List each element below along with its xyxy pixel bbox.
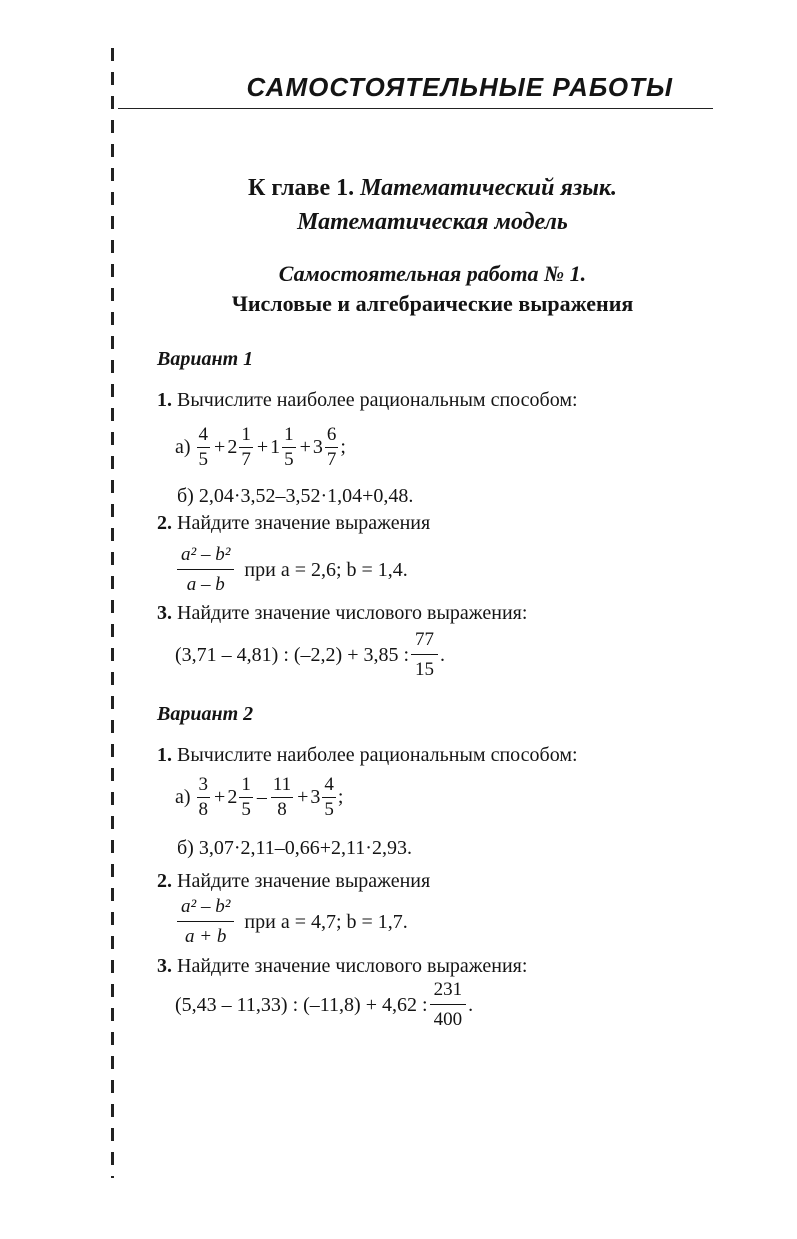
v1-task1-a-prefix: а) [175, 436, 191, 459]
v1-task2: 2. Найдите значение выражения [157, 512, 431, 534]
work-title [160, 259, 705, 319]
v1-task3: 3. Найдите значение числового выражения: [157, 602, 528, 624]
chapter-prefix: К главе 1. [247, 175, 361, 201]
v1-task3-expr-text: (3,71 – 4,81) : (–2,2) + 3,85 : [175, 643, 410, 666]
v1-frac-4: $\frac{6}{7}$ [326, 424, 337, 470]
v1-task2-condition: при a = 2,6; b = 1,4. [244, 558, 408, 581]
v2-task3-expr-text: (5,43 – 11,33) : (–11,8) + 4,62 : [175, 993, 428, 1016]
v2-task1-a-prefix: а) [175, 786, 191, 809]
work-subtitle: Числовые и алгебраические выражения [231, 291, 634, 316]
v1-task1-num: 1. [157, 389, 172, 411]
v2-task2-expr [175, 897, 408, 947]
v2-task1-a: а) $\frac{3}{8}$ + 2 $\frac{1}{5}$ – $\frac{11}{8}$ + 3 $\frac{4}{5}$ ; [175, 774, 344, 820]
v1-frac-2: $\frac{1}{7}$ [241, 424, 251, 470]
v1-task1-a: а) $\frac{4}{5}$ + 2 $\frac{1}{7}$ + 1 $\frac{1}{5}$ + 3 $\frac{6}{7}$ ; [175, 424, 346, 470]
chapter-title [160, 171, 705, 239]
v2-frac-1: $\frac{3}{8}$ [198, 774, 209, 820]
v2-task2-condition: при a = 4,7; b = 1,7. [244, 910, 408, 933]
v2-task3: 3. Найдите значение числового выражения: [157, 955, 528, 977]
v1-frac-1: $\frac{4}{5}$ [198, 424, 209, 470]
v1-task1 [157, 387, 578, 413]
v2-task3-frac: $\frac{231}{400}$ [430, 980, 467, 1030]
v2-task2-frac: $\frac{\text{a² – b²}}{a + b}$ [177, 897, 234, 947]
v2-frac-2: $\frac{1}{5}$ [241, 774, 251, 820]
v2-frac-3: $\frac{11}{8}$ [272, 774, 292, 820]
v2-frac-4: $\frac{4}{5}$ [324, 774, 334, 820]
variant-2-label: Вариант 2 [157, 703, 254, 725]
page-header [118, 70, 713, 109]
v2-task1-b: б) 3,07·2,11–0,66+2,11·2,93. [177, 837, 412, 859]
v2-task2: 2. Найдите значение выражения [157, 870, 431, 892]
v1-task1-text: Вычислите наиболее рациональным способом: [172, 389, 578, 411]
cut-dashed-line [111, 48, 114, 1178]
v1-task3-frac: $\frac{77}{15}$ [411, 630, 438, 680]
chapter-title-line1: Математический язык. [360, 175, 618, 201]
header-title: САМОСТОЯТЕЛЬНЫЕ РАБОТЫ [246, 72, 673, 102]
v1-task2-expr [175, 545, 408, 595]
variant-1-label: Вариант 1 [157, 348, 254, 370]
v1-task1-b: б) 2,04·3,52–3,52·1,04+0,48. [177, 485, 414, 507]
v1-frac-3: $\frac{1}{5}$ [284, 424, 294, 470]
work-title-number: Самостоятельная работа № 1. [278, 261, 587, 286]
v1-task3-expr: (3,71 – 4,81) : (–2,2) + 3,85 : $\frac{77}{15}$ . [175, 629, 446, 680]
v1-task2-frac: $\frac{\text{a² – b²}}{a - b}$ [177, 545, 234, 595]
chapter-title-line2: Математическая модель [297, 209, 568, 235]
v2-task1: 1. Вычислите наиболее рациональным способом: [157, 744, 578, 766]
v2-task3-expr: (5,43 – 11,33) : (–11,8) + 4,62 : $\frac{231}{400}$ . [175, 979, 474, 1030]
